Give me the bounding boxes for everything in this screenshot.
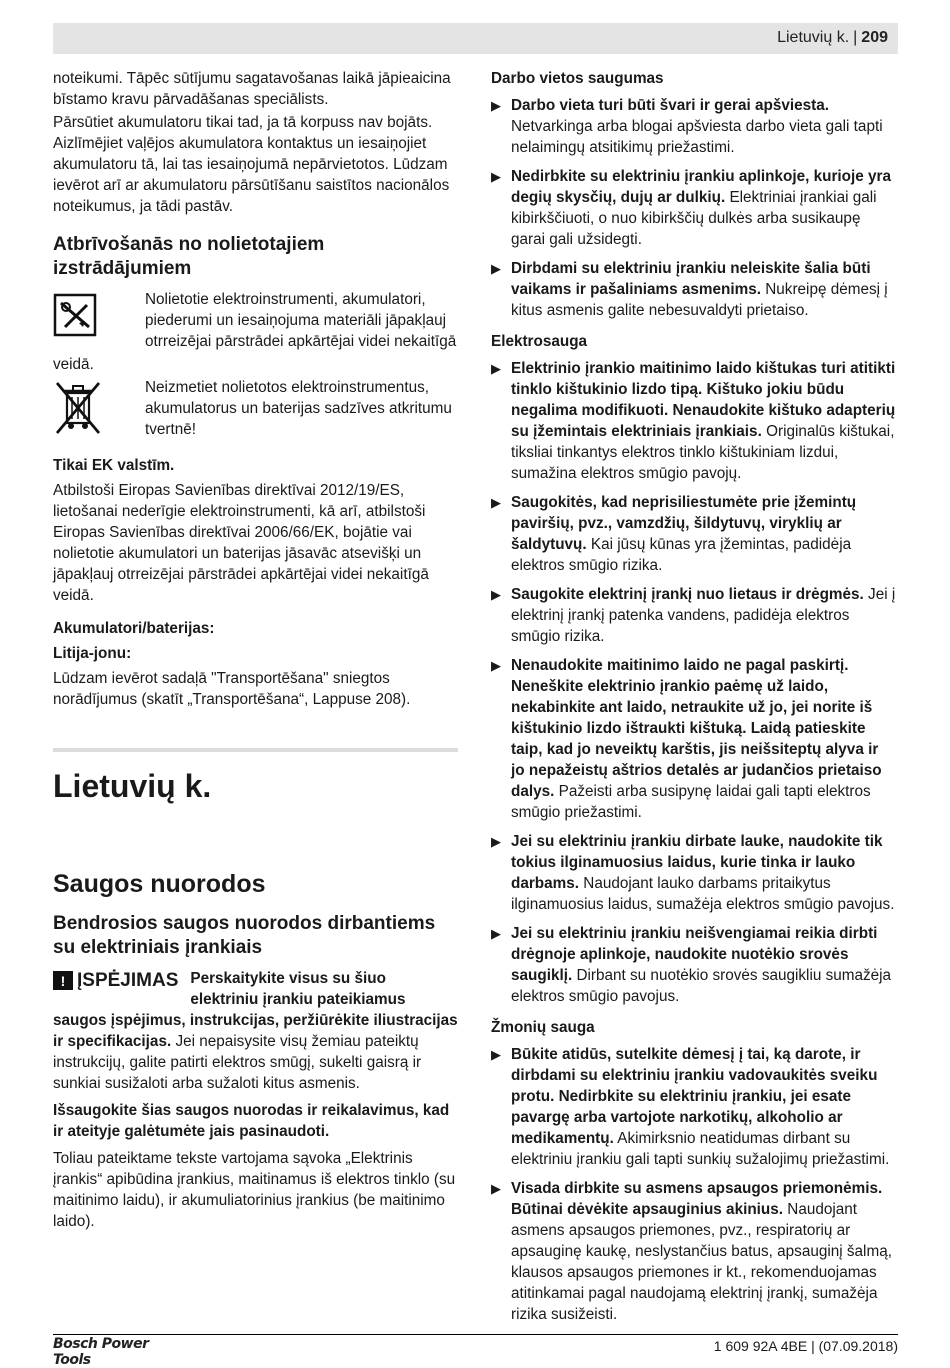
- elec-item-text: Originalūs kištukai, tiksliai tinkantys elektros tinklo kištukiniam lizdui, sumažina elektros smūgio pavojų.: [511, 423, 895, 482]
- electrical-safety-heading: Elektrosauga: [491, 333, 588, 350]
- document-id: 1 609 92A 4BE | (07.09.2018): [713, 1338, 898, 1354]
- work-item: [491, 258, 896, 321]
- running-header: Lietuvių k. | 209: [777, 29, 888, 46]
- right-column: [491, 68, 896, 1333]
- brand-footer: Bosch Power Tools: [53, 1336, 149, 1368]
- elec-item: [491, 831, 896, 915]
- elec-item-bold: Jei su elektriniu įrankiu neišvengiamai reikia dirbti drėgnoje aplinkoje, naudokite nuotėkio srovės saugiklį.: [511, 925, 878, 984]
- work-item-bold: Dirbdami su elektriniu įrankiu neleiskite šalia būti vaikams ir pašaliniams asmenims.: [511, 260, 871, 298]
- section-divider: [53, 748, 458, 752]
- elec-item-bold: Saugokitės, kad neprisiliestumėte prie įžemintų paviršių, pvz., vamzdžių, šildytuvų, viryklių ar šaldytuvų.: [511, 494, 857, 553]
- elec-item: [491, 655, 896, 823]
- work-item-text: Nukreipę dėmesį į kitus asmenis galite nebesuvaldyti prietaiso.: [511, 281, 888, 319]
- elec-item-bold: Saugokite elektrinį įrankį nuo lietaus ir drėgmės.: [511, 586, 864, 603]
- page-number: 209: [861, 29, 888, 46]
- header-bar: [53, 23, 898, 54]
- crossed-bin-icon: [53, 379, 103, 437]
- intro-paragraph-1: noteikumi. Tāpēc sūtījumu sagatavošanas laikā jāpieaicina bīstamo kravu pārvadāšanas speciālists.: [53, 70, 451, 108]
- disposal-paragraph-1-tail: veidā.: [53, 356, 94, 373]
- left-column: [53, 68, 458, 1234]
- recycling-row: [53, 289, 458, 352]
- header-section: Lietuvių k.: [777, 29, 850, 46]
- elec-item: [491, 358, 896, 484]
- warning-badge: [53, 970, 178, 991]
- work-item-text: Netvarkinga arba blogai apšviesta darbo vieta gali tapti nelaimingų atsitikimų priežastimi.: [511, 118, 883, 156]
- work-item: [491, 166, 896, 250]
- work-area-heading: Darbo vietos saugumas: [491, 70, 664, 87]
- intro-paragraph-2: Pārsūtiet akumulatoru tikai tad, ja tā korpuss nav bojāts. Aizlīmējiet vaļējos akumulatora kontaktus un iesaiņojiet akumulatoru tā, lai tas iesaiņojumā nepārvietotos. Lūdzam ievērot arī ar akumulatoru pārsūtīšanu saistītos nacionālos noteikumus, ja tādi pastāv.: [53, 114, 450, 215]
- elec-item: [491, 584, 896, 647]
- elec-item-bold: Elektrinio įrankio maitinimo laido kištukas turi atitikti tinklo kištukinio lizdo tipą. Kištuko jokiu būdu negalima modifikuoti. Nenaudokite kištuko adapterių su įžemintais elektriniais įrankiais.: [511, 360, 896, 440]
- li-ion-text: Lūdzam ievērot sadaļā "Transportēšana" sniegtos norādījumus (skatīt „Transportēšana“, Lappuse 208).: [53, 670, 411, 708]
- disposal-paragraph-1: Nolietotie elektroinstrumenti, akumulatori, piederumi un iesaiņojuma materiāli jāpakļauj otrreizējai pārstrādei apkārtējai videi nekaitīgā: [145, 291, 457, 350]
- keep-instructions: Išsaugokite šias saugos nuorodas ir reikalavimus, kad ir ateityje galėtumėte jais pasinaudoti.: [53, 1102, 450, 1140]
- elec-item-bold: Nenaudokite maitinimo laido ne pagal paskirtį. Neneškite elektrinio įrankio paėmę už laido, nekabinkite ant laido, netraukite už jo, jei norite iš kištukinio lizdo ištraukti kištuką. Laidą patieskite taip, kad jo neveiktų karštis, jis neišsiteptų alyva ir jo nepažeistų aštrios detalės ar judančios prietaiso dalys.: [511, 657, 882, 800]
- safety-title: Saugos nuorodos: [53, 870, 266, 898]
- warning-bold-text: Perskaitykite visus su šiuo elektriniu įrankiu pateikiamus saugos įspėjimus, instrukcijas, peržiūrėkite iliustracijas ir specifikacijas.: [53, 970, 458, 1050]
- elec-item-bold: Jei su elektriniu įrankiu dirbate lauke, naudokite tik tokius ilginamuosius laidus, kurie tinka ir lauko darbams.: [511, 833, 883, 892]
- personal-safety-heading: Žmonių sauga: [491, 1019, 595, 1036]
- eu-heading: Tikai EK valstīm.: [53, 457, 175, 474]
- general-safety-title: Bendrosios saugos nuorodos dirbantiems su elektriniais įrankiais: [53, 913, 436, 958]
- elec-item: [491, 492, 896, 576]
- elec-item-text: Kai jūsų kūnas yra įžemintas, padidėja elektros smūgio rizika.: [511, 536, 852, 574]
- warning-label: ĮSPĖJIMAS: [77, 970, 179, 991]
- elec-item-text: Naudojant lauko darbams pritaikytus ilginamuosius laidus, sumažėja elektros smūgio pavojus.: [511, 875, 895, 913]
- battery-heading: Akumulatori/baterijas:: [53, 620, 215, 637]
- warning-triangle-icon: !: [53, 971, 73, 990]
- people-item-bold: Visada dirbkite su asmens apsaugos priemonėmis. Būtinai dėvėkite apsauginius akinius.: [511, 1180, 883, 1218]
- elec-item-text: Jei į elektrinį įrankį patenka vandens, padidėja elektros smūgio rizika.: [511, 586, 896, 645]
- footer-rule: [53, 1334, 898, 1335]
- language-title: Lietuvių k.: [53, 768, 212, 804]
- disposal-paragraph-2: Neizmetiet nolietotos elektroinstrumentus, akumulatorus un baterijas sadzīves atkritumu tvertnē!: [145, 379, 452, 438]
- warning-block: [53, 968, 458, 1094]
- work-item-text: Elektriniai įrankiai gali kibirkščiuoti, o nuo kibirkščių dulkės arba susikaupę garai gali užsidegti.: [511, 189, 877, 248]
- term-definition: Toliau pateiktame tekste vartojama sąvoka „Elektrinis įrankis“ apibūdina įrankius, maitinamus iš elektros tinklo (su maitinimo laidu), ir akumuliatorinius įrankius (be maitinimo laido).: [53, 1150, 456, 1230]
- work-item-bold: Nedirbkite su elektriniu įrankiu aplinkoje, kurioje yra degių skysčių, dujų ar dulkių.: [511, 168, 891, 206]
- recycle-symbol-icon: [53, 293, 97, 337]
- work-item: [491, 95, 896, 158]
- li-ion-heading: Litija-jonu:: [53, 645, 132, 662]
- people-item-bold: Būkite atidūs, sutelkite dėmesį į tai, ką darote, ir dirbdami su elektriniu įrankiu vadovaukitės sveiku protu. Nedirbkite su elektriniu įrankiu, jei esate pavargę arba vartojote narkotikų, alkoholio ar medikamentų.: [511, 1046, 878, 1147]
- elec-item-text: Dirbant su nuotėkio srovės saugikliu sumažėja elektros smūgio pavojus.: [511, 967, 892, 1005]
- people-item-text: Akimirksnio neatidumas dirbant su elektriniu įrankiu gali tapti sunkių sužalojimų priežastimi.: [511, 1130, 890, 1168]
- disposal-heading: Atbrīvošanās no nolietotajiem izstrādājumiem: [53, 234, 325, 279]
- eu-text: Atbilstoši Eiropas Savienības direktīvai 2012/19/ES, lietošanai nederīgie elektroinstrumenti, kā arī, atbilstoši Eiropas Savienības direktīvai 2006/66/EK, bojātie vai nolietotie akumulatori un baterijas jāsavāc atsevišķi un jāpakļauj otrreizējai pārstrādei apkārtējai videi nekaitīgā veidā.: [53, 482, 429, 604]
- people-item-text: Naudojant asmens apsaugos priemones, pvz., respiratorių ar apsauginę kaukę, neslystančius batus, apsauginį šalmą, klausos apsaugos priemones ir kt., rekomenduojamas atitinkamai pagal naudojamą elektrinį įrankį, sumažėja rizika susižeisti.: [511, 1201, 892, 1323]
- elec-item: [491, 923, 896, 1007]
- elec-item-text: Pažeisti arba susipynę laidai gali tapti elektros smūgio priežastimi.: [511, 783, 871, 821]
- people-item: [491, 1178, 896, 1325]
- weee-row: [53, 377, 458, 441]
- warning-text: Jei nepaisysite visų žemiau pateiktų instrukcijų, galite patirti elektros smūgį, sukelti gaisrą ir sunkiai susižaloti arba sužaloti kitus asmenis.: [53, 1033, 422, 1092]
- people-item: [491, 1044, 896, 1170]
- work-item-bold: Darbo vieta turi būti švari ir gerai apšviesta.: [511, 97, 829, 114]
